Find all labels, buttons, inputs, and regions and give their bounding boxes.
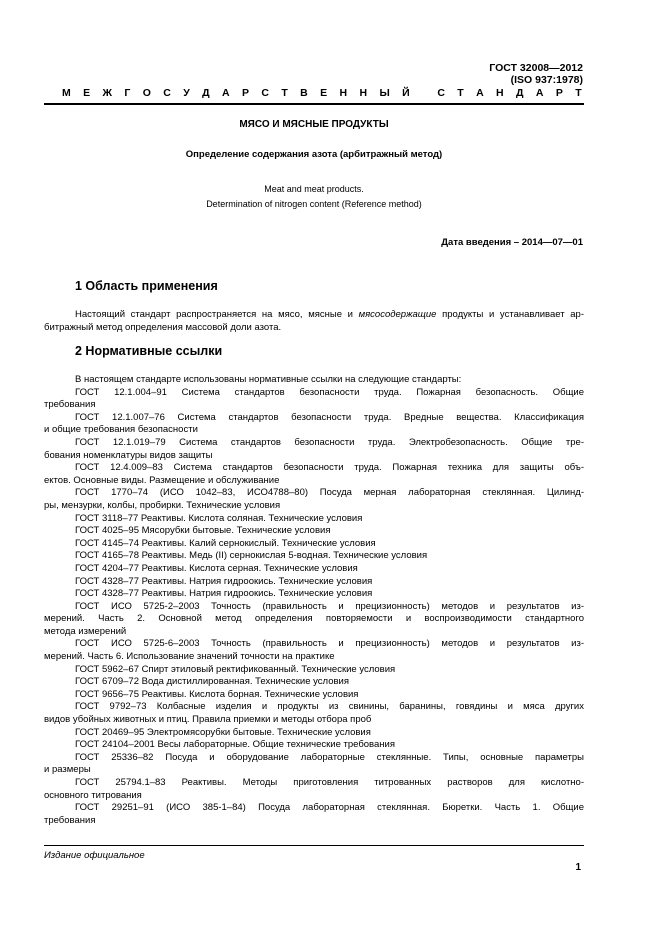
banner-letter: Н (496, 87, 504, 99)
english-subtitle: Determination of nitrogen content (Reference method) (206, 199, 422, 209)
page-number: 1 (575, 862, 581, 873)
banner-letter: Н (359, 87, 368, 99)
banner-letter: А (222, 87, 230, 99)
reference-line: ГОСТ 4204–77 Реактивы. Кислота серная. Технические условия (75, 562, 358, 574)
banner-letter: Й (402, 87, 410, 99)
banner-gap (422, 87, 425, 99)
reference-line: ГОСТ 5962–67 Спирт этиловый ректификованный. Технические условия (75, 663, 396, 675)
banner-letter: Т (457, 87, 464, 99)
reference-line: ГОСТ 9792–73 Колбасные изделия и продукты из свинины, баранины, говядины и мяса других (75, 701, 584, 713)
banner-letter: Е (320, 87, 328, 99)
reference-line: ГОСТ 29251–91 (ИСО 385-1–84) Посуда лабораторная стеклянная. Бюретки. Часть 1. Общие (75, 802, 584, 814)
reference-line: ГОСТ 25794.1–83 Реактивы. Методы приготовления титрованных растворов для кислотно- (75, 777, 584, 788)
banner-letter: Ж (102, 87, 113, 99)
banner-letter: С (437, 87, 445, 99)
interstate-standard-banner (62, 87, 582, 99)
official-edition-note: Издание официальное (44, 850, 145, 861)
reference-line: ГОСТ 4328–77 Реактивы. Натрия гидроокись. Технические условия (75, 575, 373, 587)
reference-line: требования (44, 814, 96, 826)
banner-letter: О (142, 87, 151, 99)
banner-letter: А (535, 87, 544, 99)
banner-letter: У (183, 87, 190, 99)
reference-line: ГОСТ 24104–2001 Весы лабораторные. Общие технические требования (75, 739, 395, 751)
emphasized-term: мясосодержащие (358, 309, 437, 320)
reference-line: В настоящем стандарте использованы нормативные ссылки на следующие стандарты: (75, 374, 462, 385)
banner-letter: В (300, 87, 308, 99)
banner-letter: Р (555, 87, 563, 99)
banner-letter: С (261, 87, 269, 99)
reference-line: и размеры (44, 764, 91, 776)
reference-line: ГОСТ 4328–77 Реактивы. Натрия гидроокись. Технические условия (75, 588, 373, 600)
banner-letter: Г (124, 87, 131, 99)
reference-line: ГОСТ 12.1.004–91 Система стандартов безопасности труда. Пожарная безопасность. Общие (75, 386, 584, 398)
gost-number: ГОСТ 32008—2012 (489, 62, 583, 74)
document-subtitle: Определение содержания азота (арбитражный метод) (185, 149, 443, 160)
banner-letter: Т (281, 87, 288, 99)
banner-letter: С (163, 87, 171, 99)
reference-line: ГОСТ 6709–72 Вода дистиллированная. Технические условия (75, 676, 349, 688)
header-rule (44, 103, 584, 105)
scope-paragraph (44, 309, 584, 334)
reference-line: и общие требования безопасности (44, 424, 198, 436)
reference-line: ГОСТ 3118–77 Реактивы. Кислота соляная. Технические условия (75, 512, 363, 524)
reference-line: ГОСТ 4025–95 Мясорубки бытовые. Технические условия (75, 525, 331, 537)
banner-letter: Ы (379, 87, 390, 99)
banner-letter: Д (516, 87, 524, 99)
reference-line: метода измерений (44, 625, 127, 637)
scope-text-line: битражный метод определения массовой доли азота. (44, 321, 282, 333)
reference-line: ГОСТ 12.1.007–76 Система стандартов безопасности труда. Вредные вещества. Классификация (75, 411, 584, 423)
reference-line: ГОСТ 12.4.009–83 Система стандартов безопасности труда. Пожарная техника для защиты объ- (75, 462, 584, 474)
reference-line: ры, мензурки, колбы, пробирки. Технические условия (44, 499, 281, 511)
english-title: Meat and meat products. (264, 184, 364, 194)
standard-code (489, 62, 583, 86)
banner-letter: Т (575, 87, 582, 99)
reference-line: видов убойных животных и птиц. Правила приемки и методы отбора проб (44, 714, 372, 726)
reference-line: ГОСТ 4165–78 Реактивы. Медь (II) сернокислая 5-водная. Технические условия (75, 550, 428, 562)
normative-references-list (44, 374, 584, 827)
banner-letter: М (62, 87, 71, 99)
footer-rule (44, 845, 584, 846)
reference-line: ГОСТ ИСО 5725-6–2003 Точность (правильность и прецизионность) методов и результатов из- (75, 638, 584, 650)
reference-line: ГОСТ 12.1.019–79 Система стандартов безопасности труда. Электробезопасность. Общие тре- (75, 436, 584, 448)
reference-line: основного титрования (44, 789, 142, 801)
reference-line: ГОСТ 20469–95 Электромясорубки бытовые. Технические условия (75, 726, 371, 738)
scope-text-line: Настоящий стандарт распространяется на мясо, мясные и мясосодержащие продукты и устанавливает ар- (75, 309, 584, 320)
reference-line: требования (44, 399, 96, 411)
reference-line: ГОСТ 4145–74 Реактивы. Калий сернокислый. Технические условия (75, 537, 376, 549)
reference-line: ектов. Основные виды. Размещение и обслуживание (44, 474, 280, 486)
reference-line: ГОСТ ИСО 5725-2–2003 Точность (правильность и прецизионность) методов и результатов из- (75, 600, 584, 612)
reference-line: ГОСТ 1770–74 (ИСО 1042–83, ИСО4788–80) Посуда мерная лабораторная стеклянная. Цилинд- (75, 487, 584, 499)
reference-line: ГОСТ 25336–82 Посуда и оборудование лабораторные стеклянные. Типы, основные параметры (75, 751, 584, 763)
section-heading-normative-references: 2 Нормативные ссылки (75, 344, 223, 358)
reference-line: мерений. Часть 6. Использование значений точности на практике (44, 651, 335, 663)
banner-letter: Н (339, 87, 348, 99)
iso-number: (ISO 937:1978) (510, 74, 583, 86)
document-title: МЯСО И МЯСНЫЕ ПРОДУКТЫ (239, 119, 389, 130)
reference-line: бования номенклатуры видов защиты (44, 449, 213, 461)
section-heading-scope: 1 Область применения (75, 279, 218, 293)
banner-letter: А (476, 87, 484, 99)
banner-letter: Д (202, 87, 210, 99)
reference-line: ГОСТ 9656–75 Реактивы. Кислота борная. Технические условия (75, 688, 359, 700)
reference-line: мерений. Часть 2. Основной метод определения повторяемости и воспроизводимости стандартного (44, 613, 584, 625)
introduction-date: Дата введения – 2014—07—01 (441, 237, 583, 248)
banner-letter: Р (241, 87, 249, 99)
banner-letter: Е (83, 87, 91, 99)
